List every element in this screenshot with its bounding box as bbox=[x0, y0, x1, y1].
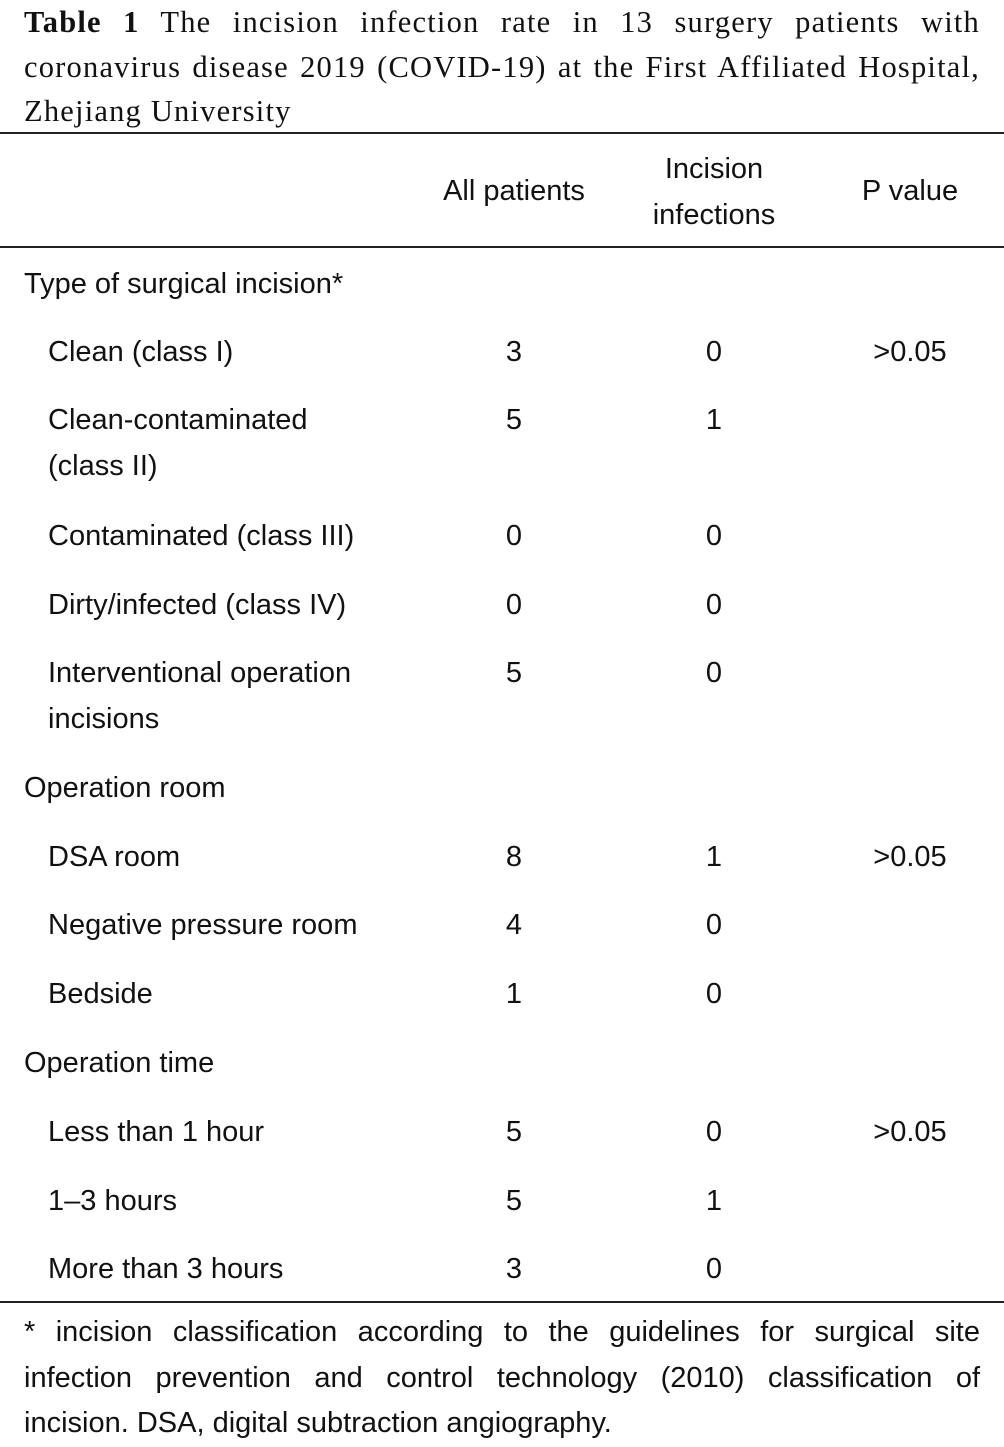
bottom-rule bbox=[0, 1301, 1004, 1303]
incision-infections-cell: 0 bbox=[705, 909, 723, 941]
p-value-cell: >0.05 bbox=[873, 1116, 947, 1148]
incision-infections-cell: 0 bbox=[705, 1116, 723, 1148]
row-label: More than 3 hours bbox=[48, 1253, 284, 1285]
header-p-value: P value bbox=[861, 175, 959, 207]
row-label: DSA room bbox=[48, 841, 181, 873]
p-value-cell: >0.05 bbox=[873, 336, 947, 368]
section-title-incision-type: Type of surgical incision* bbox=[24, 268, 344, 300]
row-label: Bedside bbox=[48, 978, 153, 1010]
all-patients-cell: 5 bbox=[505, 657, 523, 689]
incision-infections-cell: 0 bbox=[705, 336, 723, 368]
all-patients-cell: 5 bbox=[505, 1116, 523, 1148]
all-patients-cell: 0 bbox=[505, 589, 523, 621]
all-patients-cell: 8 bbox=[505, 841, 523, 873]
row-label: 1–3 hours bbox=[48, 1185, 177, 1217]
all-patients-cell: 5 bbox=[505, 404, 523, 436]
top-rule bbox=[0, 132, 1004, 134]
row-label: Clean-contaminated (class II) bbox=[48, 404, 308, 482]
p-value-cell: >0.05 bbox=[873, 841, 947, 873]
incision-infections-cell: 0 bbox=[705, 978, 723, 1010]
incision-infections-cell: 1 bbox=[705, 1185, 723, 1217]
incision-infections-cell: 0 bbox=[705, 1253, 723, 1285]
table-footnote: * incision classification according to the guidelines for surgical site infection prevention and control technology (2010) classification of incision. DSA, digital subtraction angiography. bbox=[24, 1316, 980, 1439]
all-patients-cell: 3 bbox=[505, 336, 523, 368]
incision-infections-cell: 1 bbox=[705, 841, 723, 873]
all-patients-cell: 3 bbox=[505, 1253, 523, 1285]
incision-infections-cell: 0 bbox=[705, 520, 723, 552]
incision-infections-cell: 1 bbox=[705, 404, 723, 436]
header-all-patients: All patients bbox=[443, 175, 585, 207]
row-label: Contaminated (class III) bbox=[48, 520, 355, 552]
row-label: Dirty/infected (class IV) bbox=[48, 589, 347, 621]
table-label: Table 1 bbox=[24, 5, 140, 39]
header-incision-infections-line1: Incision bbox=[664, 153, 764, 185]
table-caption-text: The incision infection rate in 13 surgery patients with coronavirus disease 2019 (COVID-19) at the First Affiliated Hospital, Zhejiang University bbox=[24, 5, 980, 128]
all-patients-cell: 4 bbox=[505, 909, 523, 941]
row-label: Less than 1 hour bbox=[48, 1116, 265, 1148]
all-patients-cell: 0 bbox=[505, 520, 523, 552]
header-incision-infections-line2: infections bbox=[652, 199, 776, 231]
row-label: Negative pressure room bbox=[48, 909, 358, 941]
incision-infections-cell: 0 bbox=[705, 589, 723, 621]
all-patients-cell: 5 bbox=[505, 1185, 523, 1217]
table-caption bbox=[24, 0, 980, 134]
row-label: Interventional operation incisions bbox=[48, 657, 352, 735]
section-title-operation-room: Operation room bbox=[24, 772, 226, 804]
header-rule bbox=[0, 246, 1004, 248]
section-title-operation-time: Operation time bbox=[24, 1047, 215, 1079]
incision-infections-cell: 0 bbox=[705, 657, 723, 689]
all-patients-cell: 1 bbox=[505, 978, 523, 1010]
row-label: Clean (class I) bbox=[48, 336, 234, 368]
